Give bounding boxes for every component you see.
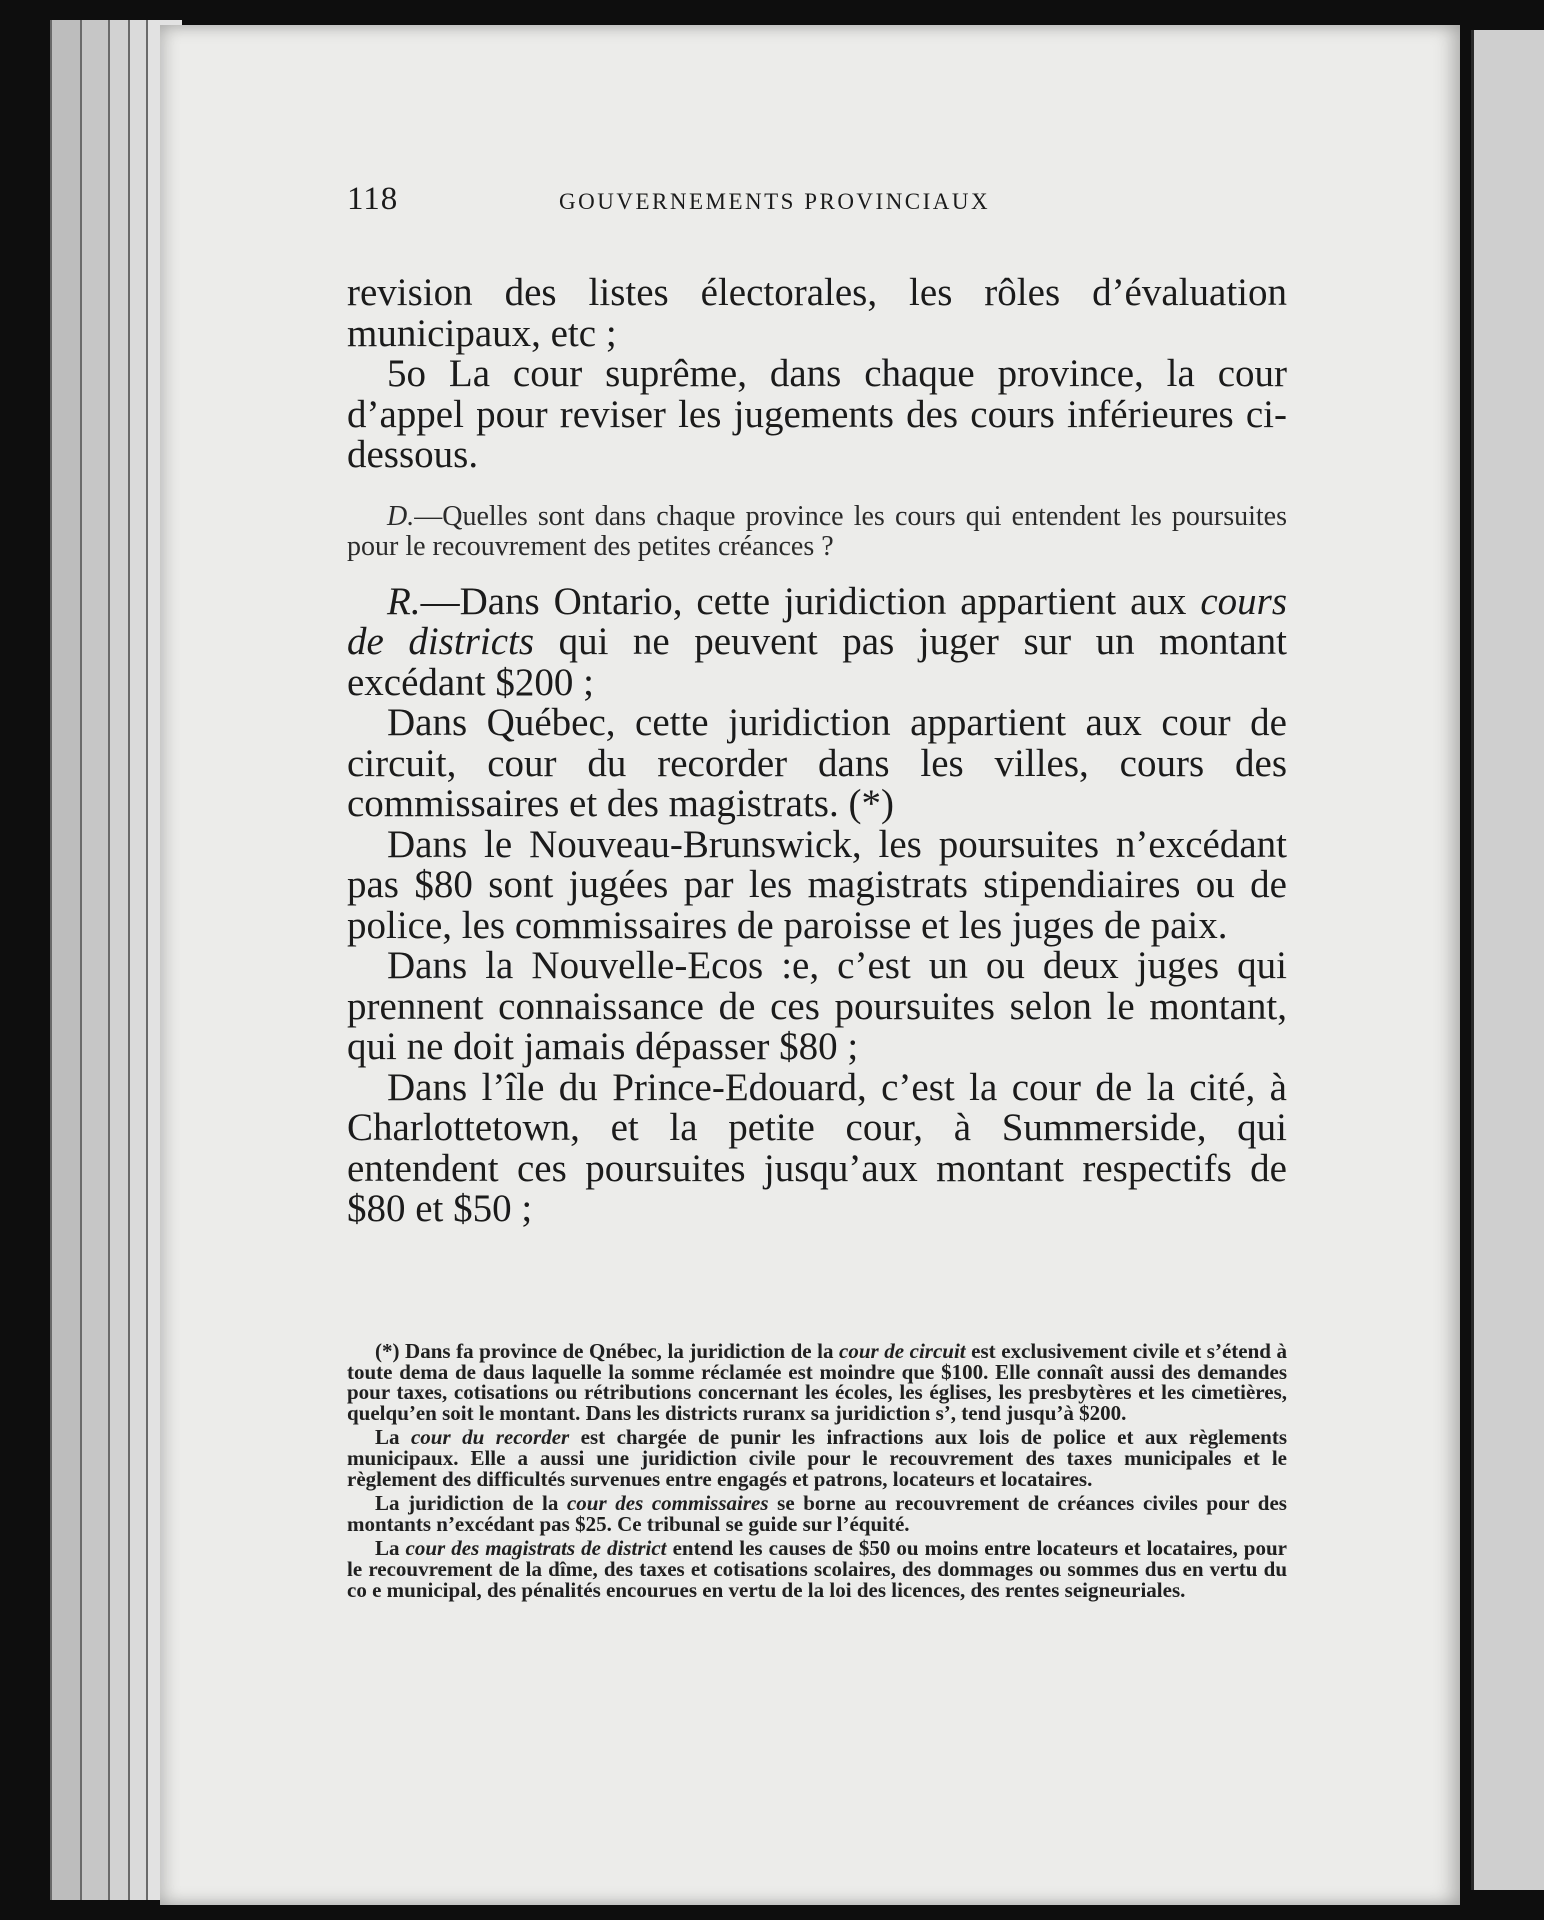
footnote-text: est chargée de punir les infractions aux lois de police et aux règlements municipaux. Elle a aussi une juridiction civile pour le recouvrement des taxes municipales et le règlement des difficultés survenues entre engagés et patrons, locateurs et locataires. [347, 1425, 1287, 1491]
footnote-italic: cour des magistrats de district [405, 1536, 667, 1561]
answer-text: —Dans Ontario, cette juridiction appartient aux [420, 579, 1201, 623]
footnote-text: La [375, 1536, 406, 1561]
paragraph-new-brunswick: Dans le Nouveau-Brunswick, les poursuites n’excédant pas $80 sont jugées par les magistrats stipendiaires ou de police, les commissaires de paroisse et les juges de paix. [347, 822, 1287, 947]
footnote [347, 1493, 1287, 1534]
answer-paragraph [347, 579, 1287, 704]
question-label: D. [387, 500, 415, 532]
question-text: —Quelles sont dans chaque province les cours qui entendent les poursuites pour le recouvrement des petites créances ? [347, 500, 1287, 562]
main-text [347, 273, 1287, 1230]
footnote-text: entend les causes de $50 ou moins entre locateurs et locataires, pour le recouvrement de la dîme, des taxes et cotisations scolaires, des dommages ou sommes dus en vertu du co e municipal, des pénalités encourues en vertu de la loi des licences, des rentes seigneuriales. [347, 1536, 1287, 1602]
footnote [347, 1427, 1287, 1489]
footnote-italic: cour des commissaires [566, 1491, 769, 1516]
paragraph: 5o La cour suprême, dans chaque province, la cour d’appel pour reviser les jugements des cours inférieures ci-dessous. [347, 352, 1287, 476]
paragraph: revision des listes électorales, les rôles d’évaluation municipaux, etc ; [347, 271, 1287, 355]
footnote-text: (*) Dans fa province de Qnébec, la juridiction de la [375, 1339, 840, 1363]
footnote-italic: cour de circuit [839, 1339, 966, 1363]
answer-italic: cours de districts [347, 579, 1287, 663]
footnote-text: est exclusivement civile et s’étend à toute dema de daus laquelle la somme réclamée est moindre que $100. Elle connaît aussi des demandes pour taxes, cotisations ou rétributions concernant les écoles, les églises, les presbytères et les cimetières, quelqu’en soit le montant. Dans les districts ruranx sa juridiction s’, tend jusqu’à $200. [347, 1339, 1288, 1425]
footnote-italic: cour du recorder [410, 1425, 570, 1450]
page-number: 118 [347, 181, 399, 217]
paragraph-quebec: Dans Québec, cette juridiction appartient aux cour de circuit, cour du recorder dans les villes, cours des commissaires et des magistrats. (*) [347, 701, 1287, 825]
paragraph-nova-scotia: Dans la Nouvelle-Ecos :e, c’est un ou deux juges qui prennent connaissance de ces poursuites selon le montant, qui ne doit jamais dépasser $80 ; [347, 944, 1287, 1068]
footnote-text: La [375, 1425, 411, 1450]
footnote-text: se borne au recouvrement de créances civiles pour des montants n’excédant pas $25. Ce tribunal se guide sur l’équité. [347, 1491, 1287, 1536]
footnotes [347, 1341, 1287, 1604]
facing-page-edge [1471, 30, 1544, 1890]
footnote [347, 1341, 1287, 1423]
footnote-text: La juridiction de la [375, 1491, 567, 1516]
answer-text-end: qui ne peuvent pas juger sur un montant excédant $200 ; [347, 620, 1287, 704]
book-page [160, 25, 1460, 1905]
footnote [347, 1538, 1287, 1600]
answer-label: R. [387, 579, 421, 623]
paragraph-pei: Dans l’île du Prince-Edouard, c’est la cour de la cité, à Charlottetown, et la petite cour, à Summerside, qui entendent ces poursuites jusqu’aux montant respectifs de $80 et $50 ; [347, 1065, 1287, 1230]
running-title: GOUVERNEMENTS PROVINCIAUX [559, 189, 991, 214]
question-paragraph [347, 502, 1287, 562]
